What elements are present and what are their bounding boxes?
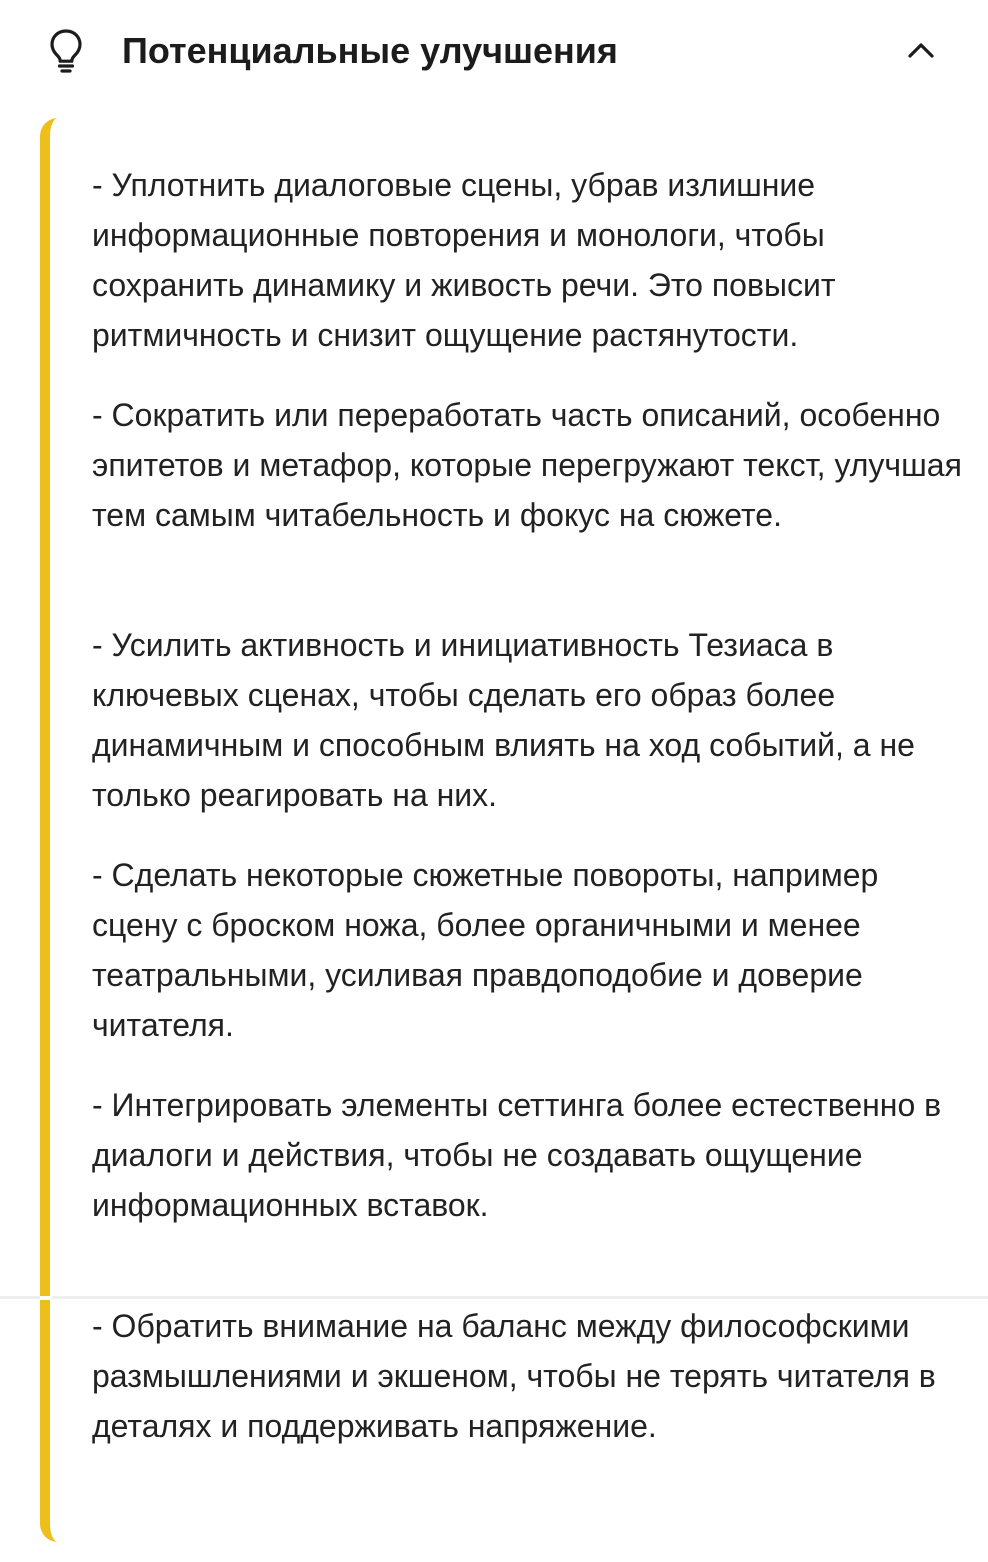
section-header[interactable] — [0, 0, 988, 100]
collapse-button[interactable] — [896, 28, 946, 74]
section-title: Потенциальные улучшения — [122, 30, 618, 71]
improvement-item: - Сделать некоторые сюжетные повороты, например сцену с броском ножа, более органичными и менее театральными, усиливая правдоподобие и доверие читателя. — [92, 857, 879, 1043]
divider — [0, 1296, 988, 1299]
improvement-item: - Уплотнить диалоговые сцены, убрав излишние информационные повторения и монологи, чтобы сохранить динамику и живость речи. Это повысит ритмичность и снизит ощущение растянутости. — [92, 167, 836, 353]
improvement-item: - Сократить или переработать часть описаний, особенно эпитетов и метафор, которые перегружают текст, улучшая тем самым читабельность и фокус на сюжете. — [92, 397, 962, 533]
improvement-item: - Усилить активность и инициативность Тезиаса в ключевых сценах, чтобы сделать его образ более динамичным и способным влиять на ход событий, а не только реагировать на них. — [92, 627, 915, 813]
chevron-up-icon — [908, 40, 934, 62]
improvement-item: - Интегрировать элементы сеттинга более естественно в диалоги и действия, чтобы не создавать ощущение информационных вставок. — [92, 1087, 942, 1223]
lightbulb-icon — [48, 28, 84, 74]
improvement-item: - Обратить внимание на баланс между философскими размышлениями и экшеном, чтобы не терять читателя в деталях и поддерживать напряжение. — [92, 1308, 936, 1444]
quote-accent-bar — [40, 118, 60, 1542]
